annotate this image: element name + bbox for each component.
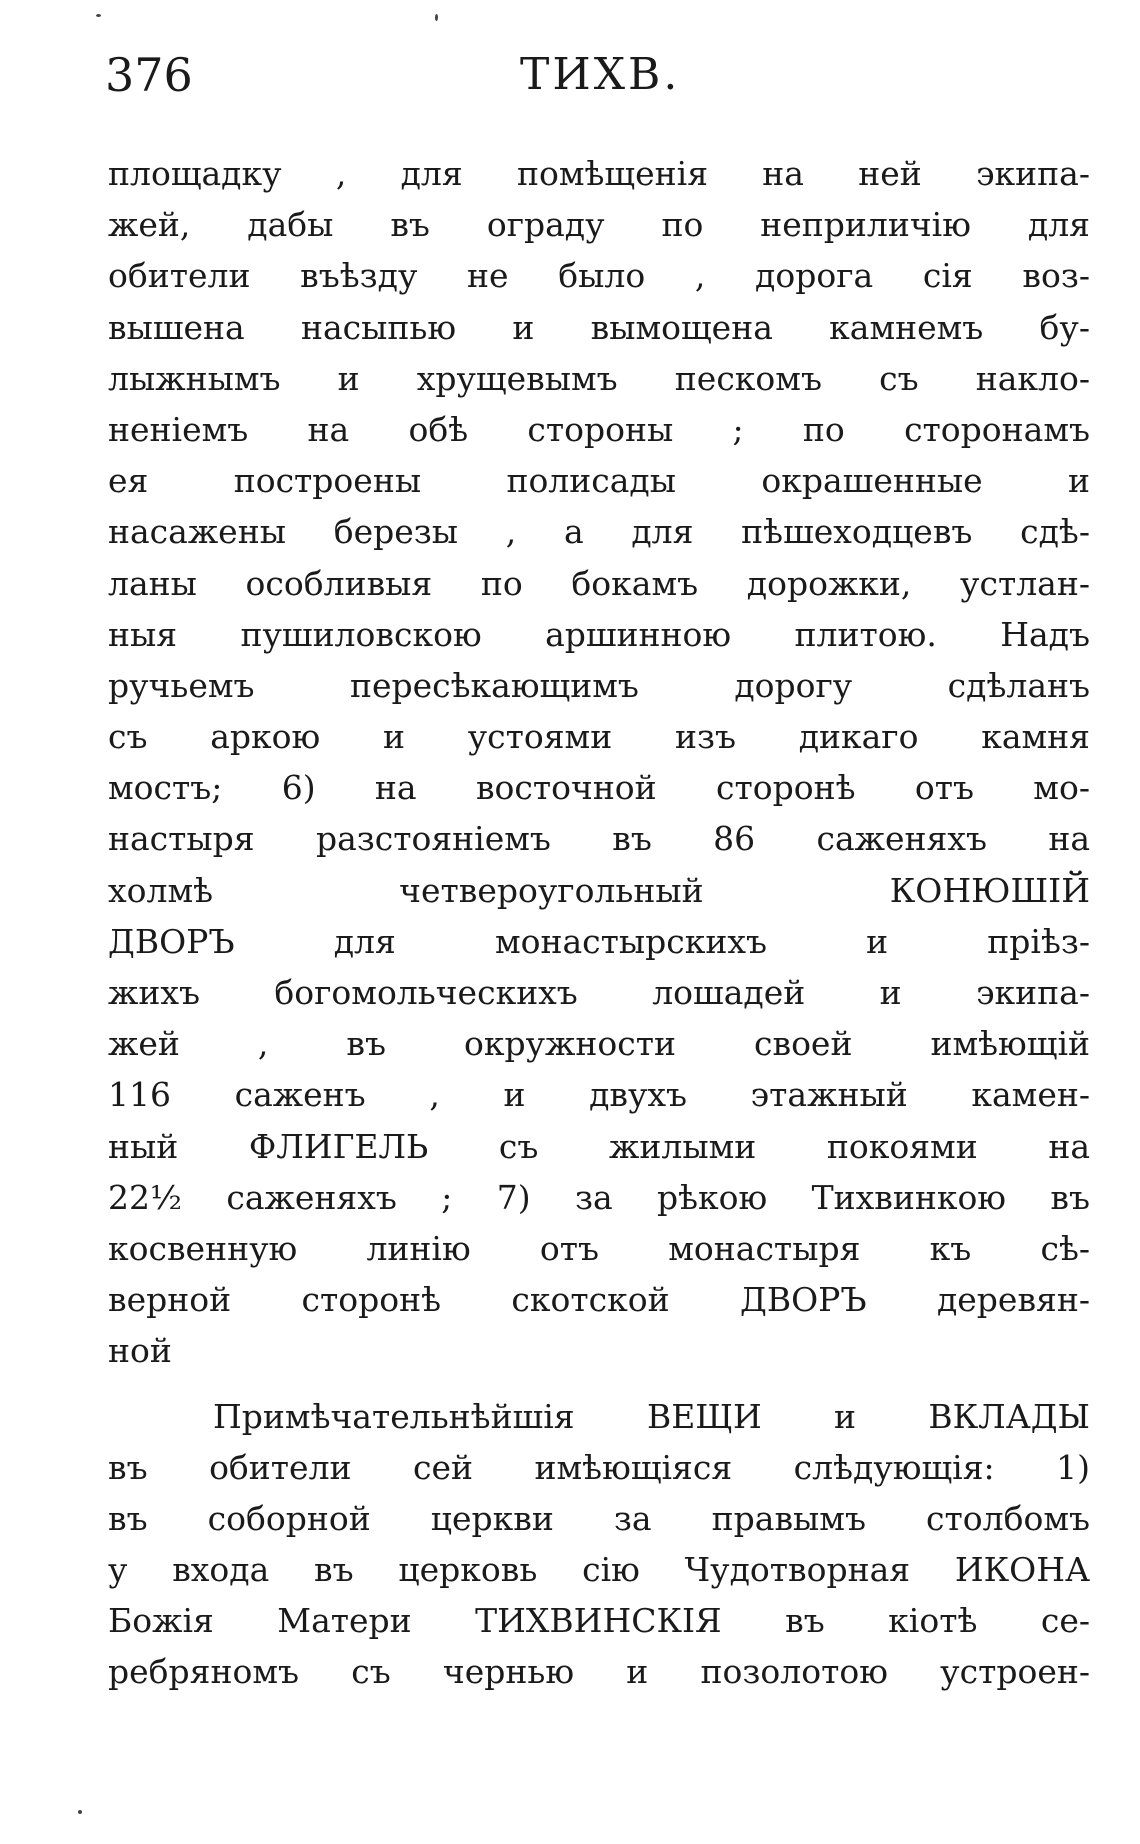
text-line: ребряномъ съ чернью и позолотою устроен- (108, 1652, 1090, 1692)
text-line: ный ФЛИГЕЛЬ съ жилыми покоями на (108, 1126, 1090, 1166)
text-line: вышена насыпью и вымощена камнемъ бу- (108, 307, 1090, 347)
text-line: ланы особливыя по бокамъ дорожки, устлан- (108, 563, 1090, 603)
paragraph-gap (108, 1377, 1090, 1391)
text-line: обители въѣзду не было , дорога сія воз- (108, 256, 1090, 296)
text-line: съ аркою и устоями изъ дикаго камня (108, 717, 1090, 757)
text-line: ныя пушиловскою аршинною плитою. Надъ (108, 614, 1090, 654)
text-line: въ обители сей имѣющіяся слѣдующія: 1) (108, 1447, 1090, 1487)
text-line: лыжнымъ и хрущевымъ пескомъ съ накло- (108, 358, 1090, 398)
text-line: ДВОРЪ для монастырскихъ и пріѣз- (108, 921, 1090, 961)
text-line: Божія Матери ТИХВИНСКІЯ въ кіотѣ се- (108, 1601, 1090, 1641)
paper-speck (96, 14, 101, 17)
text-line: ручьемъ пересѣкающимъ дорогу сдѣланъ (108, 665, 1090, 705)
page-header (105, 40, 1090, 110)
paragraph (108, 1391, 1090, 1698)
text-line: верной сторонѣ скотской ДВОРЪ деревян- (108, 1280, 1090, 1320)
text-line: въ соборной церкви за правымъ столбомъ (108, 1498, 1090, 1538)
text-line: ея построены полисады окрашенные и (108, 461, 1090, 501)
text-line: мостъ; 6) на восточной сторонѣ отъ мо- (108, 768, 1090, 808)
text-line: 116 саженъ , и двухъ этажный камен- (108, 1075, 1090, 1115)
paper-speck (435, 14, 438, 21)
running-head: ТИХВ. (520, 49, 681, 100)
text-line: площадку , для помѣщенія на ней экипа- (108, 154, 1090, 193)
text-line: настыря разстояніемъ въ 86 саженяхъ на (108, 819, 1090, 859)
text-line: у входа въ церковь сію Чудотворная ИКОНА (108, 1550, 1090, 1590)
text-line: неніемъ на обѣ стороны ; по сторонамъ (108, 409, 1090, 449)
text-line: ной (108, 1331, 172, 1371)
text-line: жей , въ окружности своей имѣющій (108, 1024, 1090, 1064)
body-text (108, 148, 1090, 1698)
text-line: насажены березы , а для пѣшеходцевъ сдѣ- (108, 512, 1090, 552)
paper-speck (78, 1810, 82, 1814)
text-line: холмѣ четвероугольный КОНЮШІЙ (108, 870, 1090, 910)
text-line: 22½ саженяхъ ; 7) за рѣкою Тихвинкою въ (108, 1177, 1090, 1217)
text-line: жей, дабы въ ограду по неприличію для (108, 205, 1090, 245)
text-line: Примѣчательнѣйшія ВЕЩИ и ВКЛАДЫ (213, 1396, 1090, 1436)
paragraph (108, 148, 1090, 1377)
text-line: жихъ богомольческихъ лошадей и экипа- (108, 973, 1090, 1012)
page-number: 376 (105, 48, 193, 102)
text-line: косвенную линію отъ монастыря къ сѣ- (108, 1228, 1090, 1268)
